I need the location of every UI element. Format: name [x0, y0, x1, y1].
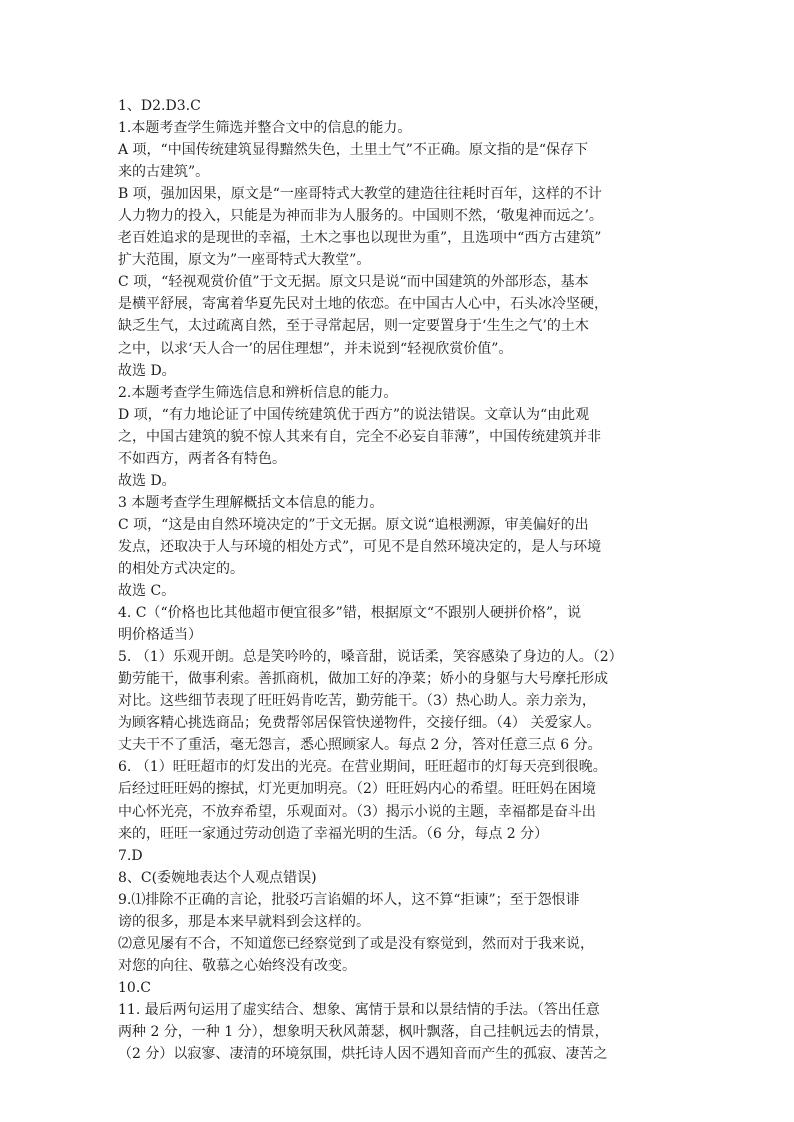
text-line: 发点，还取决于人与环境的相处方式”，可见不是自然环境决定的，是人与环境	[118, 538, 602, 555]
text-line: 中心怀光亮，不放弃希望，乐观面对。（3）揭示小说的主题，幸福都是奋斗出	[118, 803, 596, 820]
text-line: C 项，“这是由自然环境决定的”于文无据。原文说“追根溯源，审美偏好的出	[118, 516, 589, 533]
text-line: 不如西方，两者各有特色。	[118, 450, 286, 467]
text-line: 11. 最后两句运用了虚实结合、想象、寓情于景和以景结情的手法。（答出任意	[118, 1001, 600, 1018]
text-line: ⑵意见屡有不合，不知道您已经察觉到了或是没有察觉到，然而对于我来说，	[118, 935, 594, 952]
text-line: 缺乏生气，太过疏离自然，至于寻常起居，则一定要置身于‘生生之气’的土木	[118, 318, 589, 335]
text-line: 勤劳能干，做事利索。善抓商机，做加工好的净菜；娇小的身躯与大号摩托形成	[118, 671, 608, 688]
text-line: D 项，“有力地论证了中国传统建筑优于西方”的说法错误。文章认为“由此观	[118, 406, 590, 423]
text-line: 故选 D。	[118, 472, 176, 489]
text-line: 两种 2 分，一种 1 分），想象明天秋风萧瑟，枫叶飘落，自己挂帆远去的情景，	[118, 1023, 609, 1040]
text-line: 人力物力的投入，只能是为神而非为人服务的。中国则不然，‘敬鬼神而远之’。	[118, 208, 603, 225]
text-line: 之，中国古建筑的貌不惊人其来有自，完全不必妄自菲薄”，中国传统建筑并非	[118, 428, 602, 445]
text-line: 来的古建筑”。	[118, 164, 210, 181]
text-line: 是横平舒展，寄寓着华夏先民对土地的依恋。在中国古人心中，石头冰冷坚硬，	[118, 296, 608, 313]
text-line: 丈夫干不了重活，毫无怨言，悉心照顾家人。每点 2 分，答对任意三点 6 分。	[118, 737, 602, 754]
answer-key-text	[118, 95, 690, 1065]
text-line: 老百姓追求的是现世的幸福，土木之事也以现世为重”，且选项中“西方古建筑”	[118, 230, 602, 247]
text-line: （2 分）以寂寥、凄清的环境氛围，烘托诗人因不遇知音而产生的孤寂、凄苦之	[118, 1046, 608, 1063]
text-line: 对比。这些细节表现了旺旺妈肯吃苦，勤劳能干。（3）热心助人。亲力亲为，	[118, 693, 596, 710]
text-line: 故选 D。	[118, 362, 176, 379]
text-line: 为顾客精心挑选商品；免费帮邻居保管快递物件，交接仔细。（4） 关爱家人。	[118, 715, 601, 732]
text-line: 的相处方式决定的。	[118, 560, 244, 577]
text-line: 10.C	[118, 979, 151, 996]
text-line: 1.本题考查学生筛选并整合文中的信息的能力。	[118, 120, 412, 137]
text-line: 9.⑴排除不正确的言论，批驳巧言谄媚的坏人，这不算“拒谏”；至于怨恨诽	[118, 891, 580, 908]
text-line: 5. （1）乐观开朗。总是笑吟吟的，嗓音甜，说话柔，笑容感染了身边的人。（2）	[118, 649, 623, 666]
text-line: 来的，旺旺一家通过劳动创造了幸福光明的生活。（6 分，每点 2 分）	[118, 825, 549, 842]
text-line: 后经过旺旺妈的擦拭，灯光更加明亮。（2）旺旺妈内心的希望。旺旺妈在困境	[118, 781, 596, 798]
text-line: 1、D2.D3.C	[118, 98, 201, 114]
text-line: B 项，强加因果，原文是“一座哥特式大教堂的建造往往耗时百年，这样的不计	[118, 186, 602, 203]
text-line: A 项，“中国传统建筑显得黯然失色，土里土气”不正确。原文指的是“保存下	[118, 142, 589, 159]
text-line: 4. C（“价格也比其他超市便宜很多”错，根据原文“不跟别人硬拼价格”，说	[118, 605, 582, 622]
text-line: 3 本题考查学生理解概括文本信息的能力。	[118, 494, 384, 511]
text-line: 8、C(委婉地表达个人观点错误)	[118, 869, 317, 886]
text-line: 对您的向往、敬慕之心始终没有改变。	[118, 957, 356, 974]
text-line: 谤的很多，那是本来早就料到会这样的。	[118, 913, 370, 930]
text-line: 2.本题考查学生筛选信息和辨析信息的能力。	[118, 384, 398, 401]
text-line: C 项，“轻视观赏价值”于文无据。原文只是说“而中国建筑的外部形态，基本	[118, 274, 589, 291]
text-line: 6. （1）旺旺超市的灯发出的光亮。在营业期间，旺旺超市的灯每天亮到很晚。	[118, 759, 607, 776]
text-line: 明价格适当）	[118, 627, 202, 644]
text-line: 7.D	[118, 847, 143, 864]
text-line: 故选 C。	[118, 583, 176, 600]
text-line: 扩大范围，原文为”一座哥特式大教堂”。	[118, 252, 371, 269]
text-line: 之中，以求‘天人合一’的居住理想”，并未说到“轻视欣赏价值”。	[118, 340, 513, 357]
